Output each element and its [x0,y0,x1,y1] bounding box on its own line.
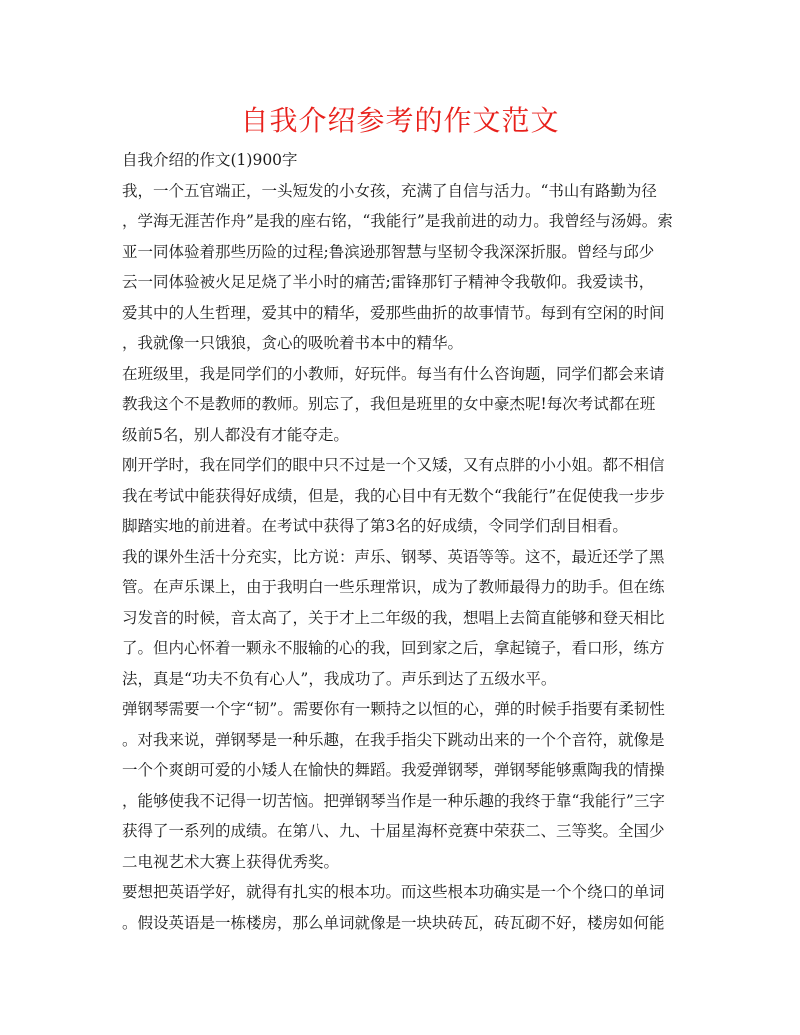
text-line: 级前5名，别人都没有才能夺走。 [122,425,349,444]
text-line: 我，一个五官端正，一头短发的小女孩，充满了自信与活力。“书山有路勤为径 [122,181,657,200]
document-title: 自我介绍参考的作文范文 [240,104,560,137]
text-line: ，我就像一只饿狼，贪心的吸吮着书本中的精华。 [122,334,464,352]
text-line: 获得了一系列的成绩。在第八、九、十届星海杯竞赛中荣获二、三等奖。全国少 [122,822,665,840]
text-line: 脚踏实地的前进着。在考试中获得了第3名的好成绩，令同学们刮目相看。 [122,517,628,535]
text-line: 。对我来说，弹钢琴是一种乐趣，在我手指尖下跳动出来的一个个音符，就像是 [122,730,665,749]
text-line: 在班级里，我是同学们的小教师，好玩伴。每当有什么咨询题，同学们都会来请 [122,364,665,383]
text-line: 教我这个不是教师的教师。别忘了，我但是班里的女中豪杰呢!每次考试都在班 [122,395,656,413]
text-line: 了。但内心怀着一颗永不服输的心的我，回到家之后，拿起镜子，看口形，练方 [122,639,665,657]
text-line: 刚开学时，我在同学们的眼中只不过是一个又矮，又有点胖的小小姐。都不相信 [122,456,665,474]
text-line: 一个个爽朗可爱的小矮人在愉快的舞蹈。我爱弹钢琴，弹钢琴能够熏陶我的情操 [122,761,665,779]
text-line: 亚一同体验着那些历险的过程;鲁滨逊那智慧与坚韧令我深深折服。曾经与邱少 [122,242,655,261]
text-line: ，学海无涯苦作舟”是我的座右铭，“我能行”是我前进的动力。我曾经与汤姆。索 [122,212,673,230]
text-line: 。假设英语是一栋楼房，那么单词就像是一块块砖瓦，砖瓦砌不好，楼房如何能 [122,913,665,932]
text-line: 习发音的时候，音太高了，关于才上二年级的我，想唱上去简直能够和登天相比 [122,608,665,627]
text-line: 我的课外生活十分充实，比方说：声乐、钢琴、英语等等。这不，最近还学了黑 [122,547,665,566]
text-line: 云一同体验被火足足烧了半小时的痛苦;雷锋那钉子精神令我敬仰。我爱读书， [122,273,655,291]
text-line: 管。在声乐课上，由于我明白一些乐理常识，成为了教师最得力的助手。但在练 [122,578,665,596]
text-line: 爱其中的人生哲理，爱其中的精华，爱那些曲折的故事情节。每到有空闲的时间 [122,303,665,322]
text-line: 要想把英语学好，就得有扎实的根本功。而这些根本功确实是一个个绕口的单词 [122,883,665,901]
document-body [122,145,680,938]
text-line: ，能够使我不记得一切苦恼。把弹钢琴当作是一种乐趣的我终于靠“我能行”三字 [122,791,665,810]
essay-subtitle: 自我介绍的作文(1)900字 [122,151,298,169]
text-line: 我在考试中能获得好成绩，但是，我的心目中有无数个“我能行”在促使我一步步 [122,486,665,505]
text-line: 法，真是“功夫不负有心人”，我成功了。声乐到达了五级水平。 [122,669,557,688]
text-line: 二电视艺术大赛上获得优秀奖。 [122,852,340,871]
text-line: 弹钢琴需要一个字“韧”。需要你有一颗持之以恒的心，弹的时候手指要有柔韧性 [122,700,665,718]
